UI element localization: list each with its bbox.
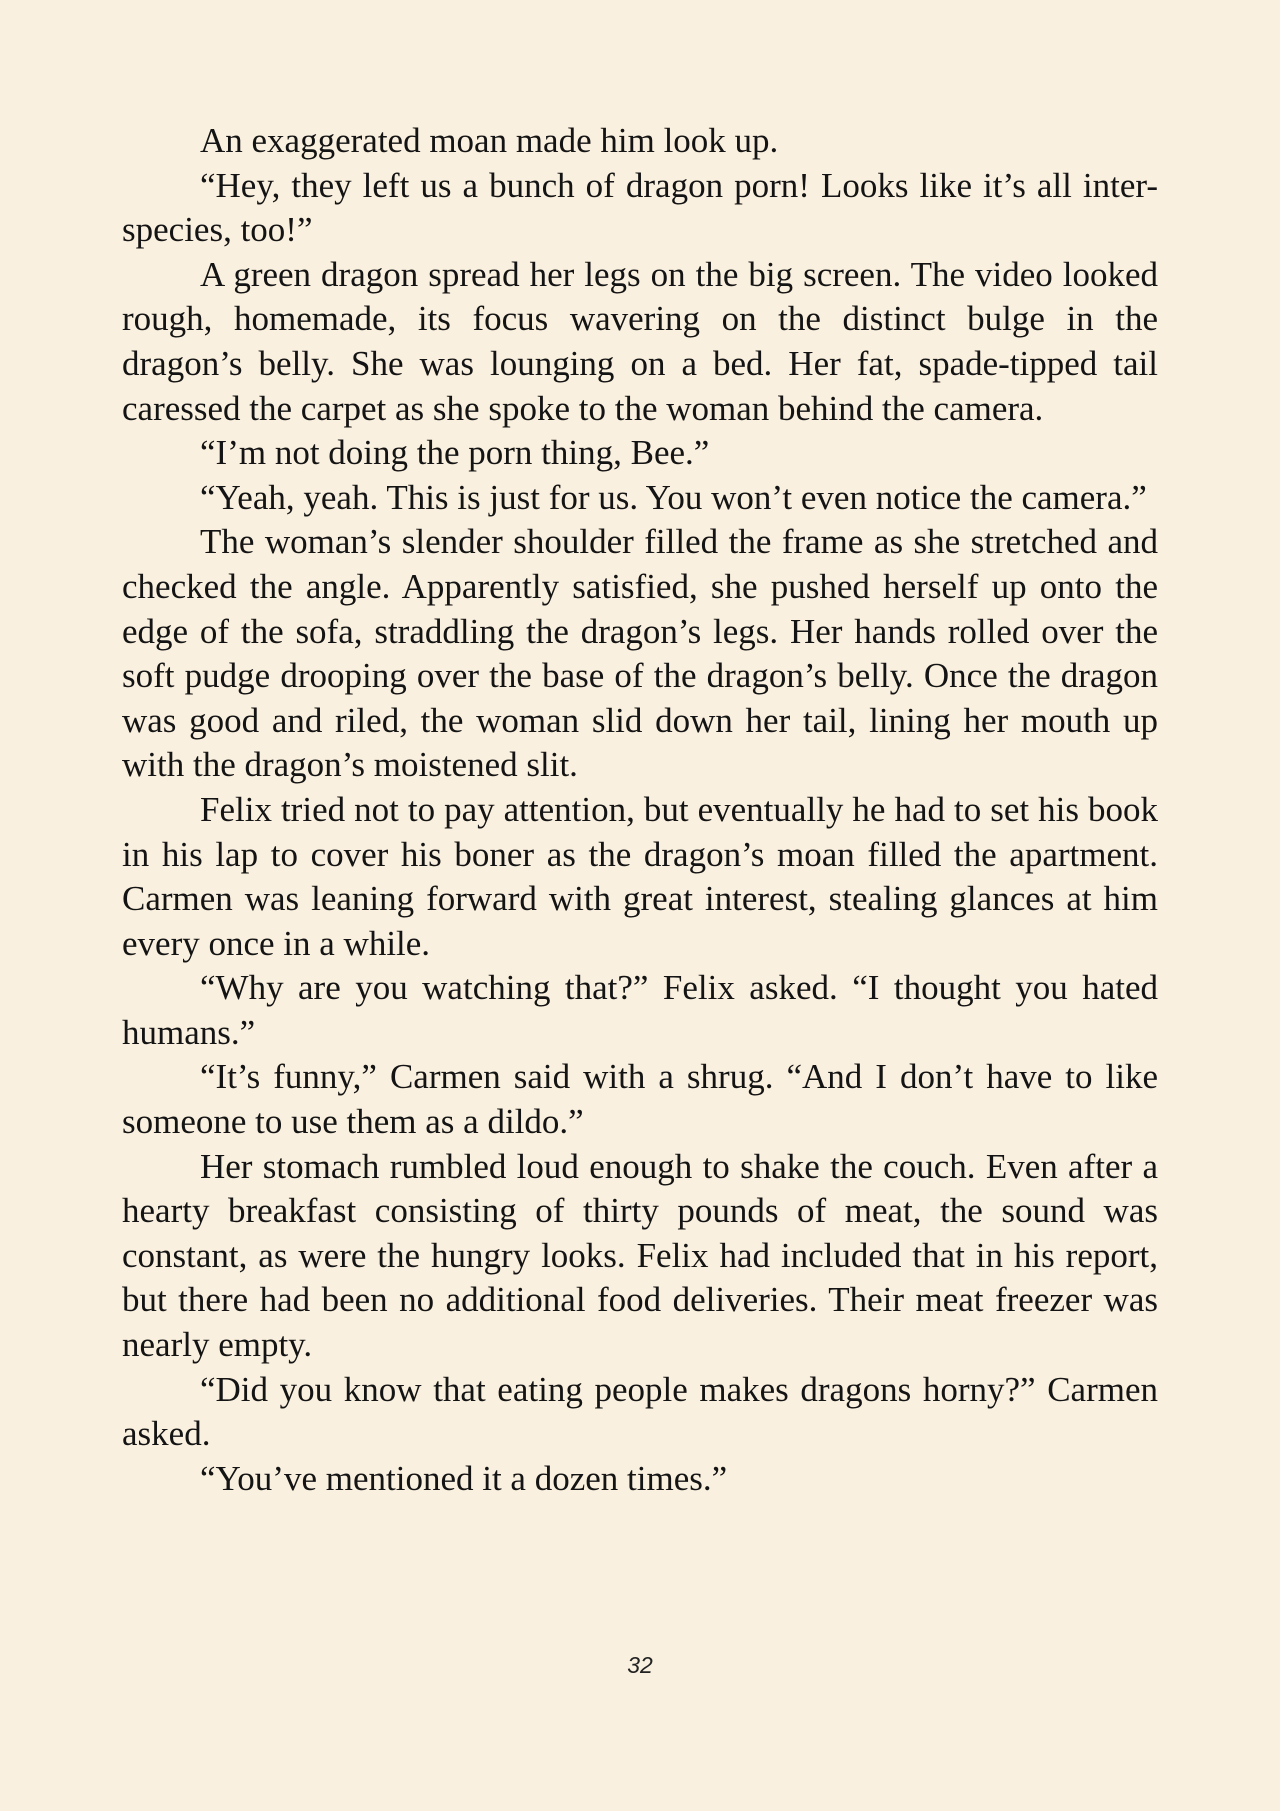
paragraph: “It’s funny,” Carmen said with a shrug. “And I don’t have to like someone to use them as a dildo.” (122, 1057, 1158, 1142)
page-number: 32 (627, 1652, 653, 1678)
paragraph: “I’m not doing the porn thing, Bee.” (200, 433, 710, 473)
paragraph: An exaggerated moan made him look up. (200, 121, 779, 160)
paragraph: “Yeah, yeah. This is just for us. You won’t even notice the camera.” (200, 477, 1147, 517)
paragraph: Felix tried not to pay attention, but eventually he had to set his book in his lap to cover his boner as the dragon’s moan filled the apartment. Carmen was leaning forward with great interest, stealing glances at him every once in a while. (122, 789, 1158, 963)
paragraph: “Hey, they left us a bunch of dragon porn! Looks like it’s all inter-species, too!” (122, 165, 1158, 250)
paragraph: “You’ve mentioned it a dozen times.” (200, 1458, 728, 1498)
paragraph: “Did you know that eating people makes dragons horny?” Carmen asked. (122, 1369, 1158, 1454)
paragraph: The woman’s slender shoulder filled the frame as she stretched and checked the angle. Apparently satisfied, she pushed herself up onto the edge of the sofa, straddling the dragon’s legs. Her hands rolled over the soft pudge drooping over the base of the dragon’s belly. Once the dragon was good and riled, the woman slid down her tail, lining her mouth up with the dragon’s moistened slit. (122, 522, 1158, 785)
paragraph: “Why are you watching that?” Felix asked. “I thought you hated humans.” (122, 968, 1158, 1052)
body-text (122, 119, 1158, 1501)
paragraph: Her stomach rumbled loud enough to shake the couch. Even after a hearty breakfast consisting of thirty pounds of meat, the sound was constant, as were the hungry looks. Felix had included that in his report, but there had been no additional food deliveries. Their meat freezer was nearly empty. (122, 1146, 1158, 1365)
paragraph: A green dragon spread her legs on the big screen. The video looked rough, homemade, its focus wavering on the distinct bulge in the dragon’s belly. She was lounging on a bed. Her fat, spade-tipped tail caressed the carpet as she spoke to the woman behind the camera. (122, 254, 1158, 428)
